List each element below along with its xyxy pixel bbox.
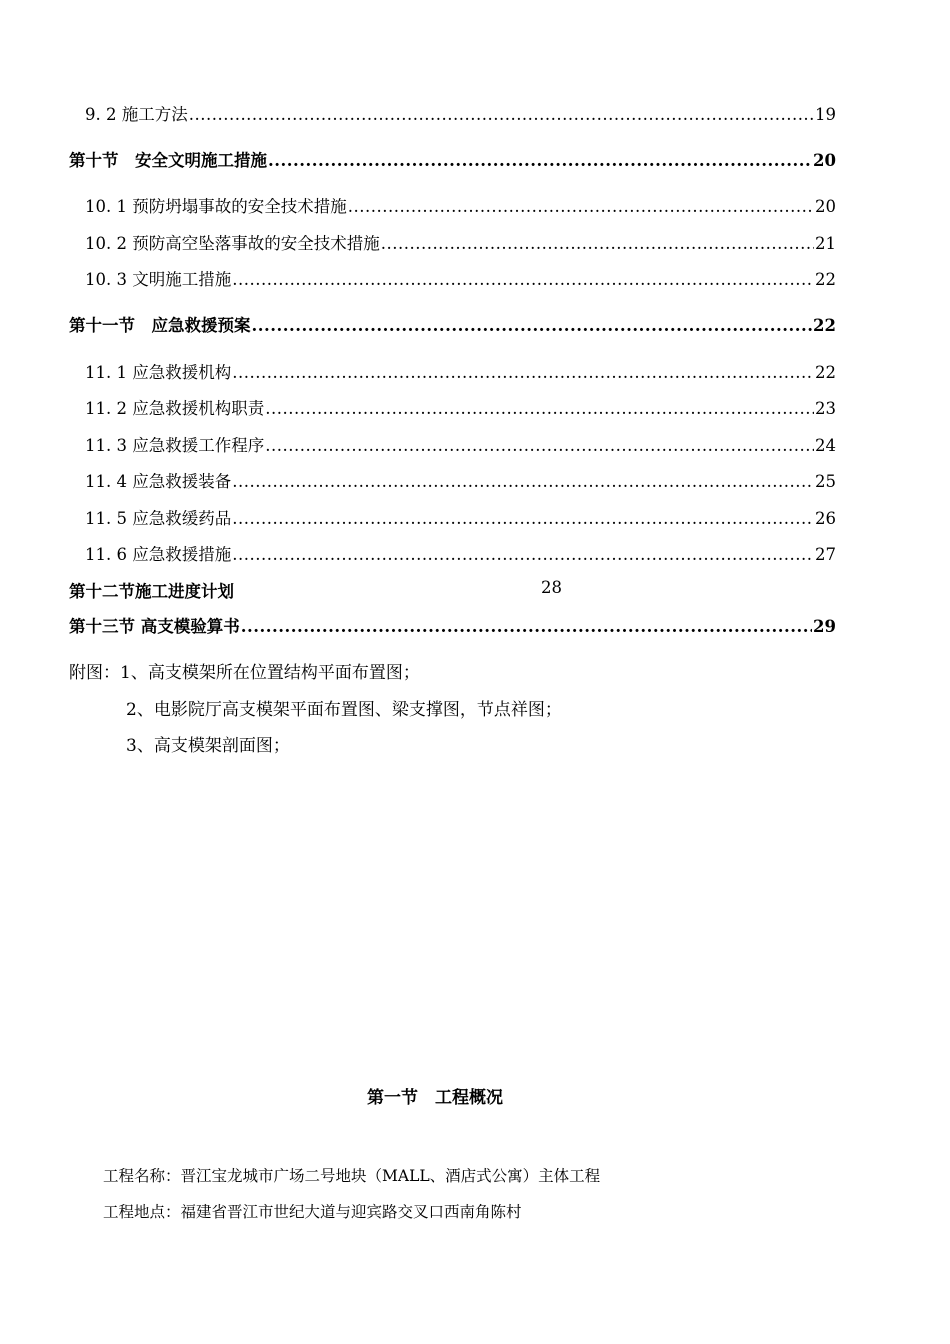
chapter-heading: 第一节 工程概况 <box>367 1088 503 1108</box>
toc-entry-page: 19 <box>815 105 836 124</box>
toc-entry[interactable] <box>0 193 950 217</box>
toc-dot-leader <box>232 363 814 382</box>
project-location-line: 工程地点：福建省晋江市世纪大道与迎宾路交叉口西南角陈村 <box>103 1203 522 1221</box>
toc-dot-leader <box>232 270 814 289</box>
toc-entry-page: 25 <box>815 472 836 491</box>
toc-entry-title: 11. 4 应急救援装备 <box>85 472 232 491</box>
toc-dot-leader <box>232 509 814 528</box>
toc-entry-title: 11. 5 应急救缓药品 <box>85 509 232 528</box>
toc-entry-page: 21 <box>815 234 836 253</box>
toc-section-entry[interactable] <box>0 147 950 171</box>
toc-entry[interactable] <box>0 359 950 383</box>
toc-entry[interactable] <box>0 266 950 290</box>
toc-entry-page: 22 <box>815 270 836 289</box>
toc-entry-title: 第十三节 高支模验算书 <box>69 617 240 636</box>
toc-entry-page: 22 <box>813 316 836 335</box>
appendix-line-1: 附图：1、高支模架所在位置结构平面布置图； <box>69 663 420 683</box>
toc-dot-leader <box>232 472 814 491</box>
toc-section-12-title[interactable]: 第十二节施工进度计划 <box>69 582 234 601</box>
toc-section-12-page: 28 <box>541 578 562 597</box>
project-name-line: 工程名称：晋江宝龙城市广场二号地块（MALL、酒店式公寓）主体工程 <box>103 1167 601 1185</box>
toc-entry-title: 10. 1 预防坍塌事故的安全技术措施 <box>85 197 347 216</box>
toc-dot-leader <box>232 545 814 564</box>
toc-entry-page: 29 <box>813 617 836 636</box>
toc-entry-page: 26 <box>815 509 836 528</box>
toc-dot-leader <box>252 316 813 335</box>
appendix-line-3: 3、高支模架剖面图； <box>126 736 290 756</box>
toc-entry-title: 10. 2 预防高空坠落事故的安全技术措施 <box>85 234 380 253</box>
toc-dot-leader <box>241 617 812 636</box>
toc-section-entry[interactable] <box>0 613 950 637</box>
toc-entry-title: 10. 3 文明施工措施 <box>85 270 232 289</box>
toc-entry-page: 24 <box>815 436 836 455</box>
toc-entry-page: 27 <box>815 545 836 564</box>
appendix-line-2: 2、电影院厅高支模架平面布置图、梁支撑图，节点祥图； <box>126 700 562 720</box>
toc-entry[interactable] <box>0 541 950 565</box>
toc-dot-leader <box>265 436 814 455</box>
toc-entry-page: 22 <box>815 363 836 382</box>
toc-dot-leader <box>381 234 814 253</box>
toc-entry-title: 11. 3 应急救援工作程序 <box>85 436 265 455</box>
toc-entry-title: 11. 1 应急救援机构 <box>85 363 232 382</box>
toc-dot-leader <box>348 197 814 216</box>
toc-dot-leader <box>189 105 814 124</box>
toc-section-entry[interactable] <box>0 312 950 336</box>
toc-entry-page: 23 <box>815 399 836 418</box>
toc-entry[interactable] <box>0 432 950 456</box>
toc-entry[interactable] <box>0 230 950 254</box>
toc-entry[interactable] <box>0 101 950 125</box>
toc-dot-leader <box>265 399 814 418</box>
toc-entry[interactable] <box>0 395 950 419</box>
toc-entry-title: 第十一节 应急救援预案 <box>69 316 251 335</box>
toc-entry[interactable] <box>0 505 950 529</box>
toc-entry-title: 11. 6 应急救援措施 <box>85 545 232 564</box>
toc-entry-page: 20 <box>813 151 836 170</box>
toc-entry-page: 20 <box>815 197 836 216</box>
toc-entry[interactable] <box>0 468 950 492</box>
toc-entry-title: 11. 2 应急救援机构职责 <box>85 399 265 418</box>
toc-dot-leader <box>268 151 812 170</box>
toc-entry-title: 第十节 安全文明施工措施 <box>69 151 267 170</box>
toc-entry-title: 9. 2 施工方法 <box>85 105 188 124</box>
